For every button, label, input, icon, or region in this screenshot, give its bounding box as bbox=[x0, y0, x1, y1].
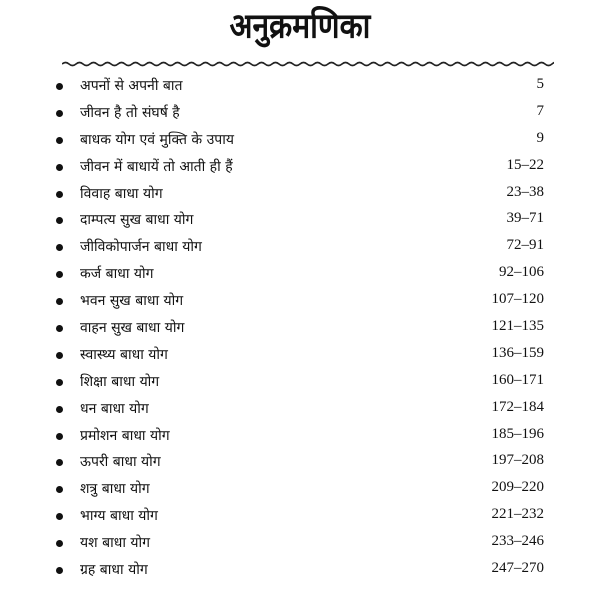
toc-entry-page: 160–171 bbox=[491, 371, 544, 388]
toc-entry bbox=[0, 154, 600, 181]
toc-entry-title: जीविकोपार्जन बाधा योग bbox=[80, 239, 202, 256]
toc-entry-page: 39–71 bbox=[506, 210, 544, 227]
toc-entry-page: 121–135 bbox=[491, 318, 544, 335]
bullet-icon bbox=[56, 298, 63, 305]
bullet-icon bbox=[56, 110, 63, 117]
toc-entry-title: शत्रु बाधा योग bbox=[80, 481, 150, 498]
toc-entry-page: 185–196 bbox=[491, 425, 544, 442]
toc-entry-title: जीवन है तो संघर्ष है bbox=[80, 104, 180, 121]
bullet-icon bbox=[56, 137, 63, 144]
toc-entry bbox=[0, 315, 600, 342]
toc-entry bbox=[0, 234, 600, 261]
bullet-icon bbox=[56, 191, 63, 198]
bullet-icon bbox=[56, 83, 63, 90]
bullet-icon bbox=[56, 244, 63, 251]
bullet-icon bbox=[56, 513, 63, 520]
toc-entry bbox=[0, 261, 600, 288]
toc-entry-title: शिक्षा बाधा योग bbox=[80, 373, 160, 390]
toc-entry bbox=[0, 181, 600, 208]
bullet-icon bbox=[56, 486, 63, 493]
toc-entry-page: 72–91 bbox=[506, 237, 544, 254]
toc-entry-title: विवाह बाधा योग bbox=[80, 185, 163, 202]
bullet-icon bbox=[56, 271, 63, 278]
toc-entry-title: भाग्य बाधा योग bbox=[80, 508, 158, 525]
toc-entry-title: प्रमोशन बाधा योग bbox=[80, 427, 170, 444]
bullet-icon bbox=[56, 164, 63, 171]
toc-entry bbox=[0, 207, 600, 234]
toc-entry bbox=[0, 530, 600, 557]
toc-entry-page: 92–106 bbox=[499, 264, 544, 281]
toc-entry-page: 5 bbox=[536, 76, 544, 92]
toc-entry bbox=[0, 503, 600, 530]
toc-entry-page: 209–220 bbox=[491, 479, 544, 496]
table-of-contents bbox=[0, 73, 600, 584]
toc-entry-title: स्वास्थ्य बाधा योग bbox=[80, 346, 168, 363]
toc-entry bbox=[0, 100, 600, 127]
toc-entry-page: 23–38 bbox=[506, 183, 544, 200]
toc-entry-title: कर्ज बाधा योग bbox=[80, 266, 154, 283]
bullet-icon bbox=[56, 406, 63, 413]
toc-entry bbox=[0, 73, 600, 100]
toc-entry-page: 9 bbox=[536, 129, 544, 146]
toc-entry-page: 7 bbox=[536, 102, 544, 119]
toc-entry-page: 221–232 bbox=[491, 506, 544, 523]
bullet-icon bbox=[56, 433, 63, 440]
toc-entry bbox=[0, 396, 600, 423]
toc-entry-title: यश बाधा योग bbox=[80, 535, 151, 552]
toc-entry-title: अपनों से अपनी बात bbox=[80, 78, 183, 94]
bullet-icon bbox=[56, 325, 63, 332]
toc-entry bbox=[0, 288, 600, 315]
toc-entry-page: 197–208 bbox=[491, 452, 544, 469]
toc-entry bbox=[0, 476, 600, 503]
toc-entry-title: जीवन में बाधायें तो आती ही हैं bbox=[80, 158, 233, 175]
toc-entry bbox=[0, 342, 600, 369]
toc-entry-page: 107–120 bbox=[491, 291, 544, 308]
toc-entry-page: 15–22 bbox=[506, 156, 544, 173]
toc-entry-title: धन बाधा योग bbox=[80, 400, 149, 417]
toc-entry bbox=[0, 557, 600, 584]
decorative-divider bbox=[62, 58, 554, 70]
page-title: अनुक्रमणिका bbox=[229, 6, 371, 47]
bullet-icon bbox=[56, 567, 63, 574]
toc-entry bbox=[0, 449, 600, 476]
toc-entry-title: बाधक योग एवं मुक्ति के उपाय bbox=[80, 131, 234, 148]
bullet-icon bbox=[56, 459, 63, 466]
toc-entry bbox=[0, 127, 600, 154]
toc-entry-page: 172–184 bbox=[491, 398, 544, 415]
bullet-icon bbox=[56, 217, 63, 224]
toc-entry-page: 136–159 bbox=[491, 344, 544, 361]
toc-entry-page: 233–246 bbox=[491, 533, 544, 550]
toc-entry-title: दाम्पत्य सुख बाधा योग bbox=[80, 212, 194, 229]
toc-entry-title: वाहन सुख बाधा योग bbox=[80, 320, 185, 337]
toc-entry bbox=[0, 423, 600, 450]
toc-entry-title: भवन सुख बाधा योग bbox=[80, 293, 184, 310]
toc-entry bbox=[0, 369, 600, 396]
bullet-icon bbox=[56, 540, 63, 547]
bullet-icon bbox=[56, 379, 63, 386]
toc-entry-page: 247–270 bbox=[491, 560, 544, 577]
bullet-icon bbox=[56, 352, 63, 359]
toc-entry-title: ग्रह बाधा योग bbox=[80, 562, 148, 579]
toc-entry-title: ऊपरी बाधा योग bbox=[80, 454, 161, 471]
